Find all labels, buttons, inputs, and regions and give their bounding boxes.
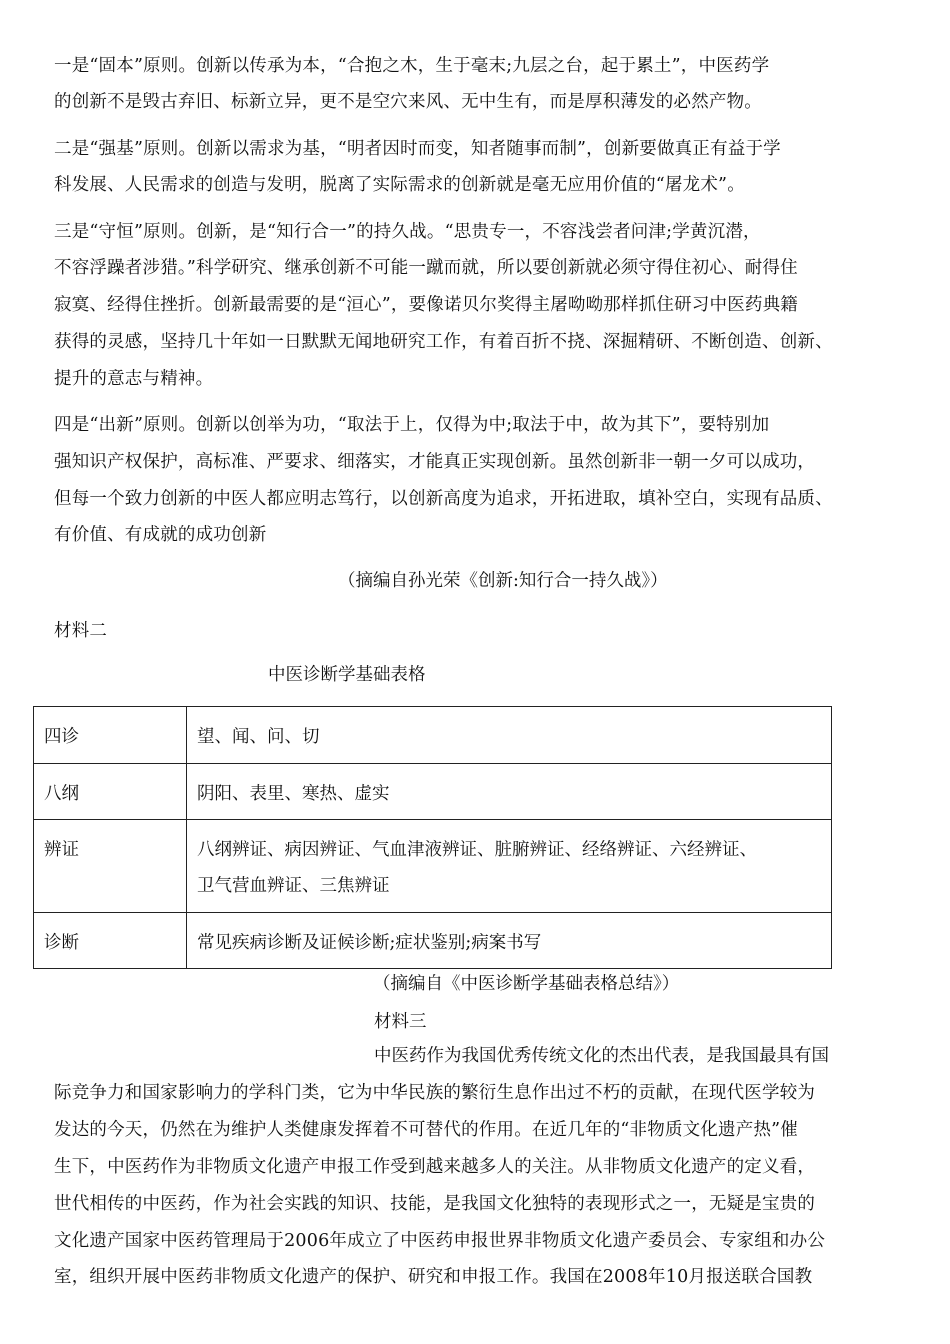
cell-line: 常见疾病诊断及证候诊断;症状鉴别;病案书写 [197,933,542,953]
table-row [34,764,832,820]
diagnosis-table [33,706,832,969]
text-line: 四是“出新”原则。创新以创举为功，“取法于上，仅得为中;取法于中，故为其下”，要特别加 [54,415,770,435]
table-value-cell [187,913,832,969]
table-key-cell: 辨证 [34,820,187,913]
source-citation-1: （摘编自孙光荣《创新:知行合一持久战》） [338,571,668,591]
text-line: 际竞争力和国家影响力的学科门类，它为中华民族的繁衍生息作出过不朽的贡献，在现代医学较为 [54,1083,816,1103]
table-key-cell: 四诊 [34,707,187,764]
text-line: 获得的灵感，坚持几十年如一日默默无闻地研究工作，有着百折不挠、深掘精研、不断创造、创新、 [54,332,833,352]
table-key-cell: 八纲 [34,764,187,820]
material-3-label: 材料三 [374,1012,427,1032]
text-line: 生下，中医药作为非物质文化遗产申报工作受到越来越多人的关注。从非物质文化遗产的定义看， [54,1157,816,1177]
cell-line: 阴阳、表里、寒热、虚实 [197,784,390,804]
text-line: 提升的意志与精神。 [54,369,214,389]
table-value-cell [187,764,832,820]
table-row [34,913,832,969]
text-line: 中医药作为我国优秀传统文化的杰出代表，是我国最具有国 [374,1046,829,1066]
text-line: 科发展、人民需求的创造与发明，脱离了实际需求的创新就是毫无应用价值的“屠龙术”。 [54,175,745,195]
text-line: 一是“固本”原则。创新以传承为本，“合抱之木，生于毫末;九层之台，起于累土”，中医药学 [54,56,770,76]
cell-line: 八纲辨证、病因辨证、气血津液辨证、脏腑辨证、经络辨证、六经辨证、 [197,840,757,860]
text-line: 有价值、有成就的成功创新 [54,525,267,545]
cell-line: 卫气营血辨证、三焦辨证 [197,876,390,896]
text-line: 世代相传的中医药，作为社会实践的知识、技能，是我国文化独特的表现形式之一，无疑是宝贵的 [54,1194,816,1214]
table-value-cell [187,820,832,913]
table-value-cell [187,707,832,764]
text-line: 文化遗产国家中医药管理局于2006年成立了中医药申报世界非物质文化遗产委员会、专家组和办公 [54,1231,826,1251]
text-line: 但每一个致力创新的中医人都应明志笃行，以创新高度为追求，开拓进取，填补空白，实现有品质、 [54,489,833,509]
text-line: 二是“强基”原则。创新以需求为基，“明者因时而变，知者随事而制”，创新要做真正有益于学 [54,139,781,159]
material-2-label: 材料二 [54,621,108,641]
text-line: 室，组织开展中医药非物质文化遗产的保护、研究和申报工作。我国在2008年10月报送联合国教 [54,1267,813,1287]
table-row [34,707,832,764]
text-line: 三是“守恒”原则。创新，是“知行合一”的持久战。“思贵专一，不容浅尝者问津;学黄沉潜， [54,222,761,242]
table-key-cell: 诊断 [34,913,187,969]
text-line: 强知识产权保护，高标准、严要求、细落实，才能真正实现创新。虽然创新非一朝一夕可以成功， [54,452,816,472]
text-line: 发达的今天，仍然在为维护人类健康发挥着不可替代的作用。在近几年的“非物质文化遗产热”催 [54,1120,798,1140]
cell-line: 望、闻、问、切 [197,727,320,747]
table-title: 中医诊断学基础表格 [268,665,426,685]
source-citation-2: （摘编自《中医诊断学基础表格总结》） [373,974,680,994]
text-line: 的创新不是毁古弃旧、标新立异，更不是空穴来风、无中生有，而是厚积薄发的必然产物。 [54,92,762,112]
text-line: 寂寞、经得住挫折。创新最需要的是“洹心”，要像诺贝尔奖得主屠呦呦那样抓住研习中医药典籍 [54,295,798,315]
text-line: 不容浮躁者涉猎。”科学研究、继承创新不可能一蹴而就，所以要创新就必须守得住初心、耐得住 [54,258,798,278]
table-row [34,820,832,913]
